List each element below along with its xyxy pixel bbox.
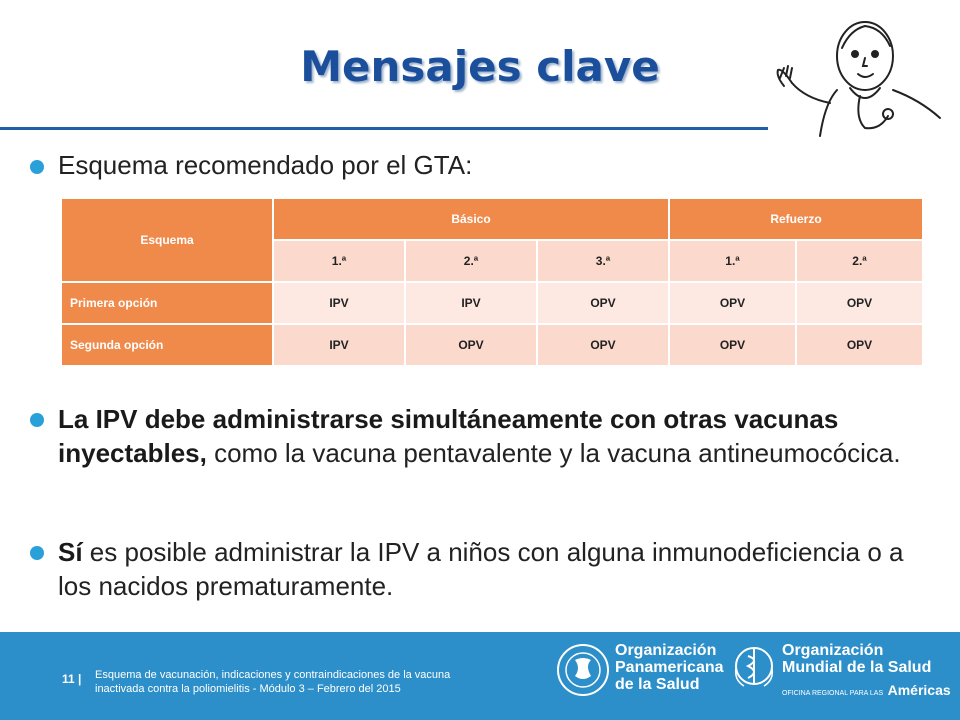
table-cell: OPV	[796, 282, 923, 324]
header-basico: Básico	[273, 198, 669, 240]
header-refuerzo: Refuerzo	[669, 198, 923, 240]
bullet-dot-icon	[30, 413, 44, 427]
bullet-rest-text: como la vacuna pentavalente y la vacuna antineumocócica.	[206, 438, 901, 468]
bullet-dot-icon	[30, 546, 44, 560]
table-cell: OPV	[796, 324, 923, 366]
table-cell: IPV	[273, 282, 405, 324]
slide-title: Mensajes clave	[300, 42, 660, 91]
table-cell: IPV	[273, 324, 405, 366]
bullet-text	[58, 535, 920, 603]
footer-caption-line: inactivada contra la poliomielitis - Módulo 3 – Febrero del 2015	[95, 683, 401, 695]
table-cell: IPV	[405, 282, 537, 324]
doctor-illustration	[770, 8, 955, 138]
table-row	[61, 282, 923, 324]
row-label: Primera opción	[61, 282, 273, 324]
table-cell: OPV	[669, 324, 796, 366]
vaccination-schedule-table	[60, 197, 924, 367]
footer-caption-line: Esquema de vacunación, indicaciones y contraindicaciones de la vacuna	[95, 669, 451, 681]
table-cell: OPV	[669, 282, 796, 324]
paho-emblem-icon	[555, 642, 611, 698]
bullet-strong-text: La IPV debe administrarse simultáneamente con otras vacunas inyectables,	[58, 404, 839, 468]
who-emblem-icon	[730, 642, 778, 690]
who-region-label: OFICINA REGIONAL PARA LAS	[782, 690, 884, 697]
bullet-recommended-scheme	[30, 150, 472, 181]
bullet-immunodeficiency	[30, 535, 920, 603]
title-divider	[0, 127, 768, 130]
paho-name-line: Panamericana	[615, 659, 724, 676]
subheader-cell: 2.ª	[405, 240, 537, 282]
subheader-cell: 1.ª	[669, 240, 796, 282]
table-cell: OPV	[405, 324, 537, 366]
paho-logo	[555, 640, 730, 700]
footer-caption	[95, 668, 450, 696]
table-cell: OPV	[537, 324, 669, 366]
bullet-text: Esquema recomendado por el GTA:	[58, 150, 473, 180]
table-header-row	[61, 198, 923, 240]
table-row	[61, 324, 923, 366]
row-label: Segunda opción	[61, 324, 273, 366]
bullet-ipv-simultaneous	[30, 402, 920, 470]
who-logo	[730, 640, 951, 700]
subheader-cell: 2.ª	[796, 240, 923, 282]
bullet-text	[58, 402, 920, 470]
who-name-line: Organización	[782, 642, 884, 659]
subheader-cell: 1.ª	[273, 240, 405, 282]
table-cell: OPV	[537, 282, 669, 324]
who-name-line: Mundial de la Salud	[782, 659, 932, 676]
paho-name-line: Organización	[615, 642, 717, 659]
subheader-cell: 3.ª	[537, 240, 669, 282]
paho-name-line: de la Salud	[615, 676, 700, 693]
bullet-rest-text: es posible administrar la IPV a niños con alguna inmunodeficiencia o a los nacidos prematuramente.	[58, 537, 904, 601]
who-region-name: Américas	[887, 682, 951, 698]
page-number: 11 |	[62, 672, 82, 686]
bullet-strong-text: Sí	[58, 537, 83, 567]
bullet-dot-icon	[30, 160, 44, 174]
who-region	[782, 682, 951, 700]
header-esquema: Esquema	[61, 198, 273, 282]
